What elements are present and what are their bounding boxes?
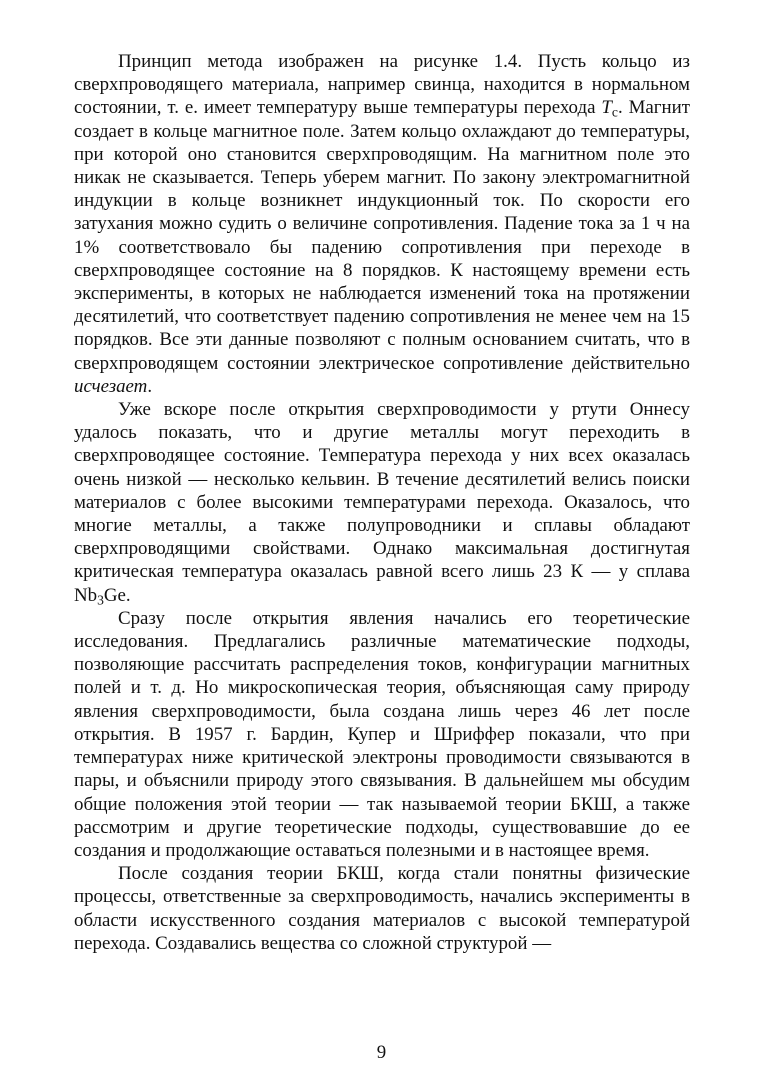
text-segment: После создания теории БКШ, когда стали понятны физические процессы, ответственные за сверхпроводимость, начались эксперименты в области искусственного создания материалов с высокой температурой перехода. Создавались вещества со сложной структурой — (74, 863, 690, 954)
page-number: 9 (376, 1042, 387, 1063)
text-segment: . Магнит создает в кольце магнитное поле. Затем кольцо охлаждают до температуры, при которой оно становится сверхпроводящим. На магнитном поле это никак не сказывается. Теперь уберем магнит. По закону электромагнитной индукции в кольце возникнет индукционный ток. По скорости его затухания можно судить о величине сопротивления. Падение тока за 1 ч на 1% соответствовало бы падению сопротивления при переходе в сверхпроводящее состояние на 8 порядков. К настоящему времени есть эксперименты, в которых не наблюдается изменений тока на протяжении десятилетий, что соответствует падению сопротивления не менее чем на 15 порядков. Все эти данные позволяют с полным основанием считать, что в сверхпроводящем состоянии электрическое сопротивление действительно (74, 97, 690, 374)
text-segment: Сразу после открытия явления начались его теоретические исследования. Предлагались различные математические подходы, позволяющие рассчитать распределения токов, конфигурации магнитных полей и т. д. Но микроскопическая теория, объясняющая саму природу явления сверхпроводимости, была создана лишь через 46 лет после открытия. В 1957 г. Бардин, Купер и Шриффер показали, что при температурах ниже критической электроны проводимости связываются в пары, и объяснили природу этого связывания. В дальнейшем мы обсудим общие положения этой теории — так называемой теории БКШ, а также рассмотрим и другие теоретические подходы, существовавшие до ее создания и продолжающие оставаться полезными и в настоящее время. (74, 607, 690, 861)
text-segment: Принцип метода изображен на рисунке 1.4. Пусть кольцо из сверхпроводящего материала, например свинца, находится в нормальном состоянии, т. е. имеет температуру выше температуры перехода (74, 51, 690, 119)
text-segment: Ge. (103, 584, 131, 606)
text-segment: Уже вскоре после открытия сверхпроводимости у ртути Оннесу удалось показать, что и другие металлы могут переходить в сверхпроводящее состояние. Температура перехода у них всех оказалась очень низкой — несколько кельвин. В течение десятилетий велись поиски материалов с более высокими температурами перехода. Оказалось, что многие металлы, а также полупроводники и сплавы обладают сверхпроводящими свойствами. Однако максимальная достигнутая критическая температура оказалась равной всего лишь 23 К — у сплава Nb (74, 399, 690, 606)
paragraph-after-bcs (74, 862, 690, 955)
paragraph-method-principle (74, 50, 690, 398)
page-body (74, 50, 690, 955)
subscript-text: c (611, 104, 618, 120)
italic-text: T (601, 97, 612, 119)
paragraph-theory (74, 607, 690, 862)
text-segment: . (147, 375, 153, 397)
italic-text: исчезает (74, 375, 148, 397)
subscript-text: 3 (97, 592, 104, 608)
paragraph-other-metals (74, 398, 690, 607)
